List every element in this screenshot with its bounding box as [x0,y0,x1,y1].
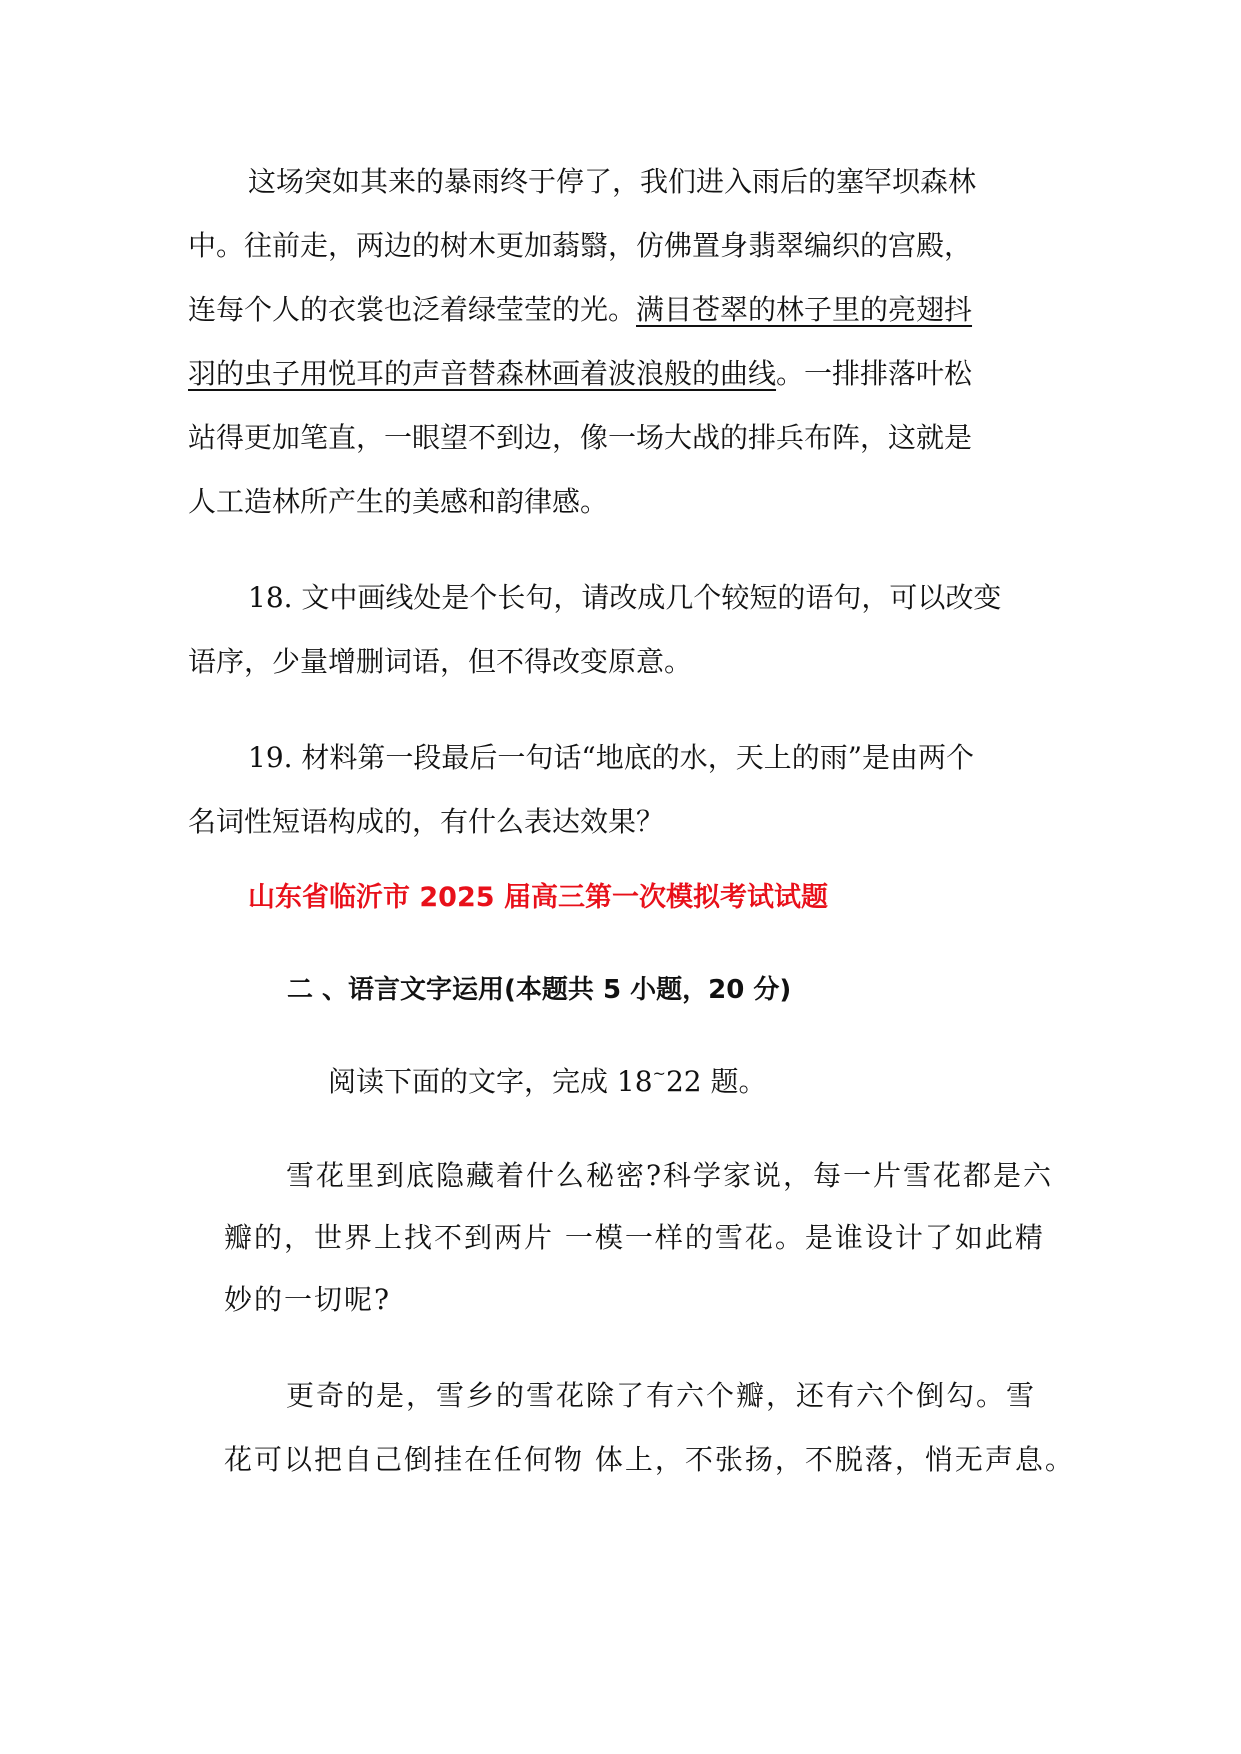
passage-1-line-6: 人工造林所产生的美感和韵律感。 [188,485,609,518]
passage-1-line-4-plain: 。一排排落叶松 [776,357,973,390]
passage-1-line-4 [188,354,972,394]
reading-instruction [328,1062,766,1102]
question-18-line-2: 语序，少量增删词语，但不得改变原意。 [188,645,693,678]
underlined-long-sentence-part-1: 满目苍翠的林子里的亮翅抖 [636,293,973,326]
passage-1-line-2: 中。往前走，两边的树木更加蓊翳，仿佛置身翡翠编织的宫殿， [188,229,973,262]
exam-title: 山东省临沂市 2025 届高三第一次模拟考试试题 [248,882,828,913]
passage-1-line-3-plain: 连每个人的衣裳也泛着绿莹莹的光。 [188,293,637,326]
question-19-line-2: 名词性短语构成的，有什么表达效果？ [188,805,665,838]
passage-2-line-2: 瓣的，世界上找不到两片 一模一样的雪花。是谁设计了如此精 [224,1221,1045,1254]
passage-1-line-5: 站得更加笔直，一眼望不到边，像一场大战的排兵布阵，这就是 [188,421,973,454]
instruction-before: 阅读下面的文字，完成 18 [328,1065,653,1098]
section-heading: 二 、语言文字运用(本题共 5 小题，20 分) [287,975,792,1005]
passage-1-line-3 [188,290,972,330]
passage-2-line-3: 妙的一切呢? [224,1283,392,1316]
question-18-line-1: 18. 文中画线处是个长句，请改成几个较短的语句，可以改变 [248,581,1002,614]
question-19-line-1: 19. 材料第一段最后一句话“地底的水，天上的雨”是由两个 [248,741,975,774]
instruction-after: 22 题。 [665,1065,767,1098]
passage-2-line-4: 更奇的是，雪乡的雪花除了有六个瓣，还有六个倒勾。雪 [286,1379,1037,1412]
passage-2-line-5: 花可以把自己倒挂在任何物 体上，不张扬，不脱落，悄无声息。 [224,1443,1075,1476]
passage-2-line-1: 雪花里到底隐藏着什么秘密?科学家说，每一片雪花都是六 [286,1159,1054,1192]
passage-1-line-1: 这场突如其来的暴雨终于停了，我们进入雨后的塞罕坝森林 [248,165,977,198]
underlined-long-sentence-part-2: 羽的虫子用悦耳的声音替森林画着波浪般的曲线 [188,357,777,390]
instruction-tilde: ~ [652,1064,666,1083]
